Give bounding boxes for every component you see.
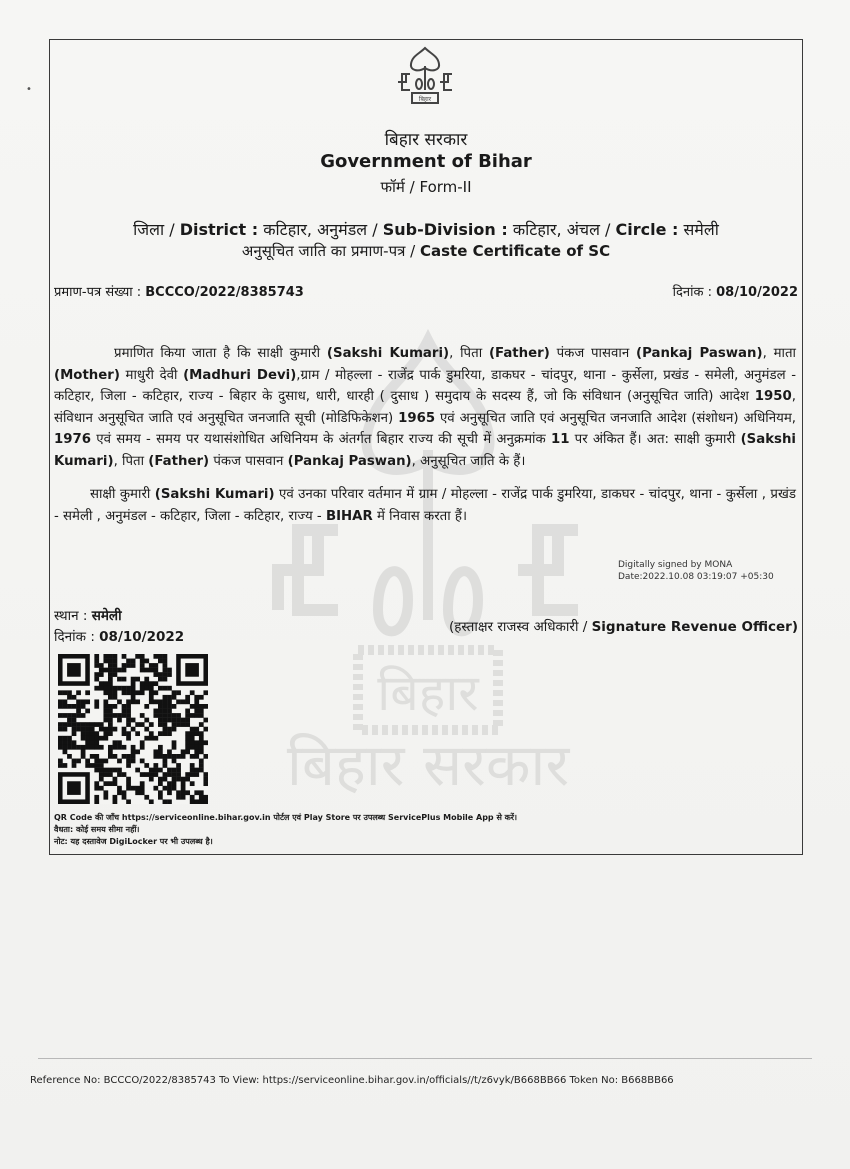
para1-segment: , अनुसूचित जाति के हैं। bbox=[411, 453, 526, 469]
svg-text:बिहार: बिहार bbox=[377, 664, 479, 722]
qr-notes bbox=[54, 812, 517, 848]
para1-segment: माधुरी देवी bbox=[119, 367, 184, 383]
signature-revenue-officer: (हस्ताक्षर राजस्व अधिकारी / Signature Revenue Officer) bbox=[448, 619, 798, 635]
district-line: जिला / District : कटिहार, अनुमंडल / Sub-Division : कटिहार, अंचल / Circle : समेली bbox=[133, 220, 719, 239]
government-title: Government of Bihar bbox=[320, 151, 532, 172]
place: स्थान : समेली bbox=[54, 608, 122, 624]
para2-segment: BIHAR bbox=[325, 508, 373, 524]
para1-segment: (Sakshi Kumari) bbox=[54, 432, 796, 469]
para1-segment: , पिता bbox=[113, 453, 149, 469]
certification-paragraph bbox=[54, 343, 796, 473]
certificate-number: प्रमाण-पत्र संख्या : BCCCO/2022/8385743 bbox=[54, 285, 304, 300]
para1-segment: पंकज पासवान bbox=[549, 346, 636, 361]
para1-segment: (Mother) bbox=[54, 367, 120, 383]
para1-segment: , पिता bbox=[449, 346, 489, 361]
para1-segment: 1965 bbox=[398, 410, 436, 426]
digital-signature: Digitally signed by MONA Date:2022.10.08 03:19:07 +05:30 bbox=[618, 560, 774, 582]
para2-segment: साक्षी कुमारी bbox=[90, 487, 155, 502]
issue-date: दिनांक : 08/10/2022 bbox=[672, 285, 798, 300]
reference-line: Reference No: BCCCO/2022/8385743 To View: https://serviceonline.bihar.gov.in/officials//t/z6vyk/B668BB66 Token No: B668BB66 bbox=[30, 1075, 674, 1086]
footer-divider bbox=[38, 1058, 812, 1059]
residence-paragraph bbox=[54, 484, 796, 527]
para1-segment: 1950 bbox=[754, 389, 792, 405]
place-date: दिनांक : 08/10/2022 bbox=[54, 629, 185, 645]
bihar-emblem-icon bbox=[394, 44, 456, 106]
scan-mark: • bbox=[26, 84, 32, 95]
para1-segment: (Pankaj Paswan) bbox=[287, 453, 412, 469]
qr-note-verify: QR Code की जाँच https://serviceonline.bihar.gov.in पोर्टल एवं Play Store पर उपलब्ध ServicePlus Mobile App से करें। bbox=[54, 813, 518, 822]
svg-text:बिहार सरकार: बिहार सरकार bbox=[286, 731, 570, 799]
para2-segment: में निवास करता हैं। bbox=[372, 508, 467, 524]
svg-text:बिहार: बिहार bbox=[418, 96, 432, 103]
para1-segment: , माता bbox=[762, 346, 797, 361]
para1-segment: (Madhuri Devi) bbox=[183, 367, 297, 383]
qr-code[interactable] bbox=[58, 654, 208, 804]
para1-segment: 1976 bbox=[54, 432, 92, 448]
para1-segment: प्रमाणित किया जाता है कि साक्षी कुमारी bbox=[114, 346, 327, 361]
qr-note-validity: वैधता: कोई समय सीमा नहीं। bbox=[54, 825, 140, 834]
para1-segment: ,ग्राम / मोहल्ला - राजेंद्र पार्क डुमरिया, डाकघर - चांदपुर, थाना - कुर्सेला, प्रखंड - समेली, अनुमंडल - कटिहार, जिला - कटिहार, राज्य - बिहार के दुसाध, धारी, धारही ( दुसाध ) समुदाय के सदस्य हैं, जो कि संविधान (अनुसूचित जाति) आदेश bbox=[54, 367, 796, 405]
para1-segment: पंकज पासवान bbox=[209, 453, 288, 469]
para1-segment: (Sakshi Kumari) bbox=[326, 346, 450, 361]
para1-segment: एवं अनुसूचित जाति एवं अनुसूचित जनजाति आदेश (संशोधन) अधिनियम, bbox=[435, 410, 796, 426]
para2-segment: (Sakshi Kumari) bbox=[154, 487, 275, 502]
para1-segment: 11 bbox=[550, 432, 570, 448]
para1-segment: एवं समय - समय पर यथासंशोधित अधिनियम के अंतर्गत बिहार राज्य की सूची में अनुक्रमांक bbox=[91, 432, 551, 448]
para2-segment: एवं उनका परिवार वर्तमान में ग्राम / मोहल्ला - राजेंद्र पार्क डुमरिया, डाकघर - चांदपुर, थाना - कुर्सेला , प्रखंड - समेली , अनुमंडल - कटिहार, जिला - कटिहार, राज्य - bbox=[54, 487, 796, 524]
para1-segment: (Father) bbox=[488, 346, 550, 361]
form-title: फॉर्म / Form-II bbox=[380, 178, 472, 196]
para1-segment: (Father) bbox=[148, 453, 210, 469]
certificate-title: अनुसूचित जाति का प्रमाण-पत्र / Caste Certificate of SC bbox=[241, 242, 611, 260]
hindi-government-title: बिहार सरकार bbox=[384, 130, 468, 150]
para1-segment: (Pankaj Paswan) bbox=[636, 346, 763, 361]
para1-segment: पर अंकित हैं। अत: साक्षी कुमारी bbox=[569, 432, 741, 448]
qr-note-digilocker: नोट: यह दस्तावेज DigiLocker पर भी उपलब्ध है। bbox=[54, 837, 213, 846]
para1-segment: , संविधान अनुसूचित जाति एवं अनुसूचित जनजाति सूची (मोडिफिकेशन) bbox=[54, 389, 796, 426]
